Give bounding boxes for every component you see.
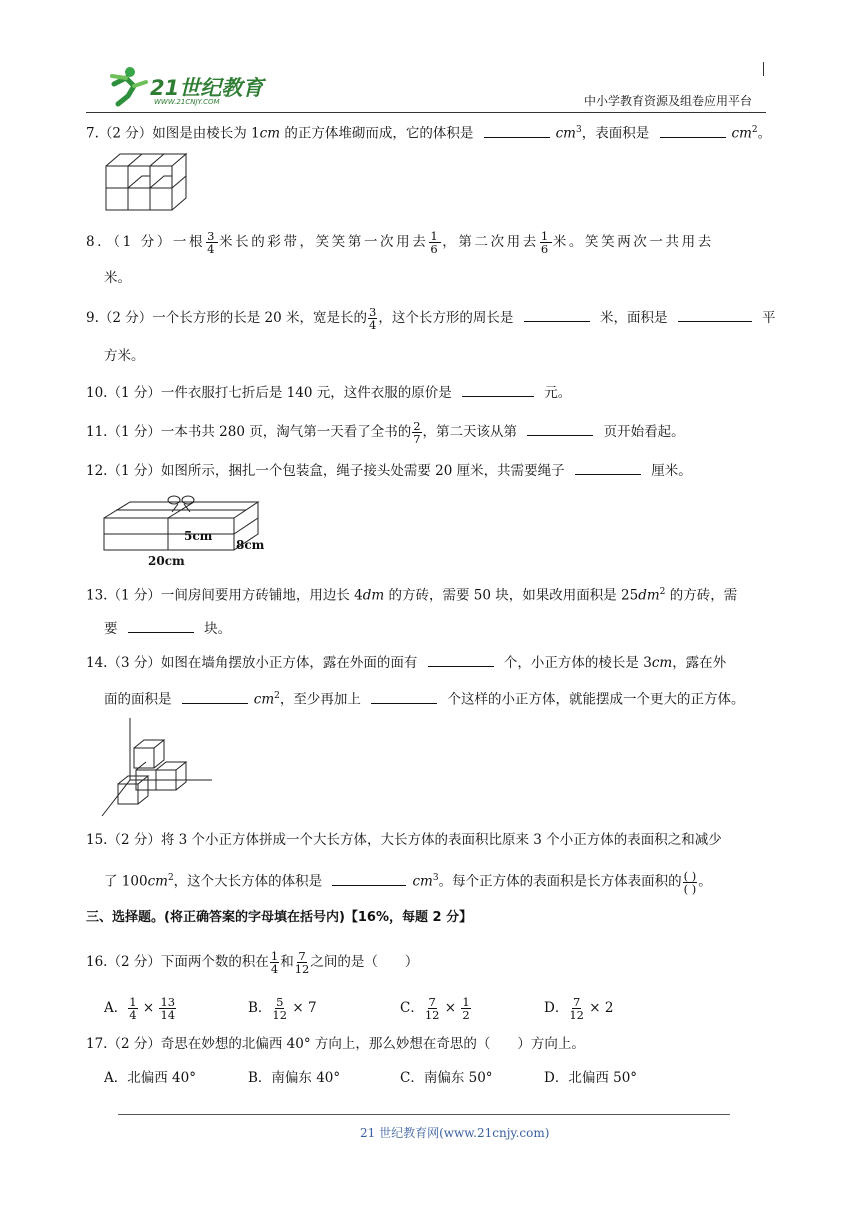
- question-15-line2: 了 $100cm^2$，这个大长方体的体积是 $cm^3$。每个正方体的表面积是长方体表面积的 $\frac{( )}{( )}$ 。: [104, 868, 712, 896]
- header-logo: [104, 64, 284, 110]
- option-c[interactable]: C．南偏东 50°: [400, 1070, 493, 1086]
- logo-url: WWW.21CNJY.COM: [154, 98, 220, 106]
- logo-text: 21世纪教育: [150, 76, 264, 100]
- question-9-line2: 方米。: [104, 348, 145, 364]
- answer-blank[interactable]: [128, 618, 194, 633]
- question-14: 14.（3 分）如图在墙角摆放小正方体，露在外面的面有 个，小正方体的棱长是 3cm，露在外: [86, 652, 726, 673]
- footer-text: 21 世纪教育网(www.21cnjy.com): [360, 1126, 550, 1140]
- cube-stack-figure: [102, 148, 192, 212]
- fraction: $\frac{1}{6}$: [430, 229, 441, 256]
- question-7: 7.（2 分）如图是由棱长为 1cm 的正方体堆砌而成，它的体积是 $cm^3$，表面积是 $cm^2$。: [86, 120, 771, 144]
- question-16: 16.（2 分）下面两个数的积在 $\frac{1}{4}$ 和 $\frac{7}{12}$ 之间的是（ ）: [86, 949, 419, 976]
- option-b[interactable]: B．南偏东 40°: [248, 1070, 341, 1086]
- question-12: 12.（1 分）如图所示，捆扎一个包装盒，绳子接头处需要 20 厘米，共需要绳子 厘米。: [86, 460, 692, 481]
- question-13: 13.（1 分）一间房间要用方砖铺地，用边长 4dm 的方砖，需要 50 块，如果改用面积是 $25dm^2$ 的方砖，需: [86, 587, 738, 604]
- answer-blank[interactable]: [182, 689, 248, 704]
- header-tick: [763, 62, 764, 76]
- header-rule: [86, 112, 766, 113]
- fraction: $\frac{3}{4}$: [207, 229, 218, 256]
- answer-blank[interactable]: [678, 307, 752, 322]
- answer-blank[interactable]: [428, 652, 494, 667]
- question-10: 10.（1 分）一件衣服打七折后是 140 元，这件衣服的原价是 元。: [86, 382, 571, 403]
- section-heading: 三、选择题。(将正确答案的字母填在括号内)【16%，每题 2 分】: [86, 910, 473, 925]
- answer-blank[interactable]: [484, 123, 550, 138]
- option-d[interactable]: D． $\frac{7}{12}$ × 2: [544, 995, 614, 1022]
- fraction: $\frac{2}{7}$: [413, 419, 421, 446]
- answer-blank[interactable]: [524, 307, 590, 322]
- option-d[interactable]: D．北偏西 50°: [544, 1070, 638, 1086]
- runner-logo-icon: [104, 64, 152, 108]
- question-8-line2: 米。: [104, 270, 131, 286]
- corner-cubes-figure: [100, 716, 220, 820]
- question-14-line2: 面的面积是 $cm^2$，至少再加上 个这样的小正方体，就能摆成一个更大的正方体。: [104, 686, 745, 710]
- height-label: 5cm: [184, 529, 213, 543]
- option-c[interactable]: C． $\frac{7}{12}$ × $\frac{1}{2}$: [400, 995, 470, 1022]
- answer-blank[interactable]: [527, 421, 593, 436]
- fraction: $\frac{7}{12}$: [294, 949, 310, 976]
- fraction: $\frac{1}{6}$: [540, 229, 551, 256]
- fraction: $\frac{1}{4}$: [270, 949, 279, 976]
- answer-blank[interactable]: [462, 382, 534, 397]
- question-9: 9.（2 分）一个长方形的长是 20 米，宽是长的 $\frac{3}{4}$ ，这个长方形的周长是 米，面积是 平: [86, 305, 776, 332]
- option-a[interactable]: A． $\frac{1}{4}$ × $\frac{13}{14}$: [104, 995, 176, 1022]
- width-label: 8cm: [236, 538, 265, 552]
- header-right-title: 中小学教育资源及组卷应用平台: [584, 94, 753, 108]
- question-17: 17.（2 分）奇思在妙想的北偏西 40° 方向上，那么妙想在奇思的（ ）方向上。: [86, 1036, 585, 1052]
- length-label: 20cm: [148, 554, 185, 568]
- option-a[interactable]: A．北偏西 40°: [104, 1070, 196, 1086]
- fraction-blank[interactable]: $\frac{( )}{( )}$: [683, 868, 697, 896]
- answer-blank[interactable]: [660, 123, 726, 138]
- answer-blank[interactable]: [575, 460, 641, 475]
- footer-rule: [118, 1114, 730, 1115]
- question-11: 11.（1 分）一本书共 280 页，淘气第一天看了全书的 $\frac{2}{7}$ ，第二天该从第 页开始看起。: [86, 419, 685, 446]
- fraction: $\frac{3}{4}$: [369, 305, 377, 332]
- answer-blank[interactable]: [332, 871, 406, 886]
- option-b[interactable]: B． $\frac{5}{12}$ × 7: [248, 995, 317, 1022]
- question-15: 15.（2 分）将 3 个小正方体拼成一个大长方体，大长方体的表面积比原来 3 个小正方体的表面积之和减少: [86, 832, 722, 848]
- question-8: 8．（1 分）一根 $\frac{3}{4}$ 米长的彩带，笑笑第一次用去 $\frac{1}{6}$ ，第二次用去 $\frac{1}{6}$ 米。笑笑两次一共用去: [86, 229, 714, 256]
- gift-box-figure: [102, 490, 272, 570]
- answer-blank[interactable]: [371, 689, 437, 704]
- question-13-line2: 要 块。: [104, 618, 231, 639]
